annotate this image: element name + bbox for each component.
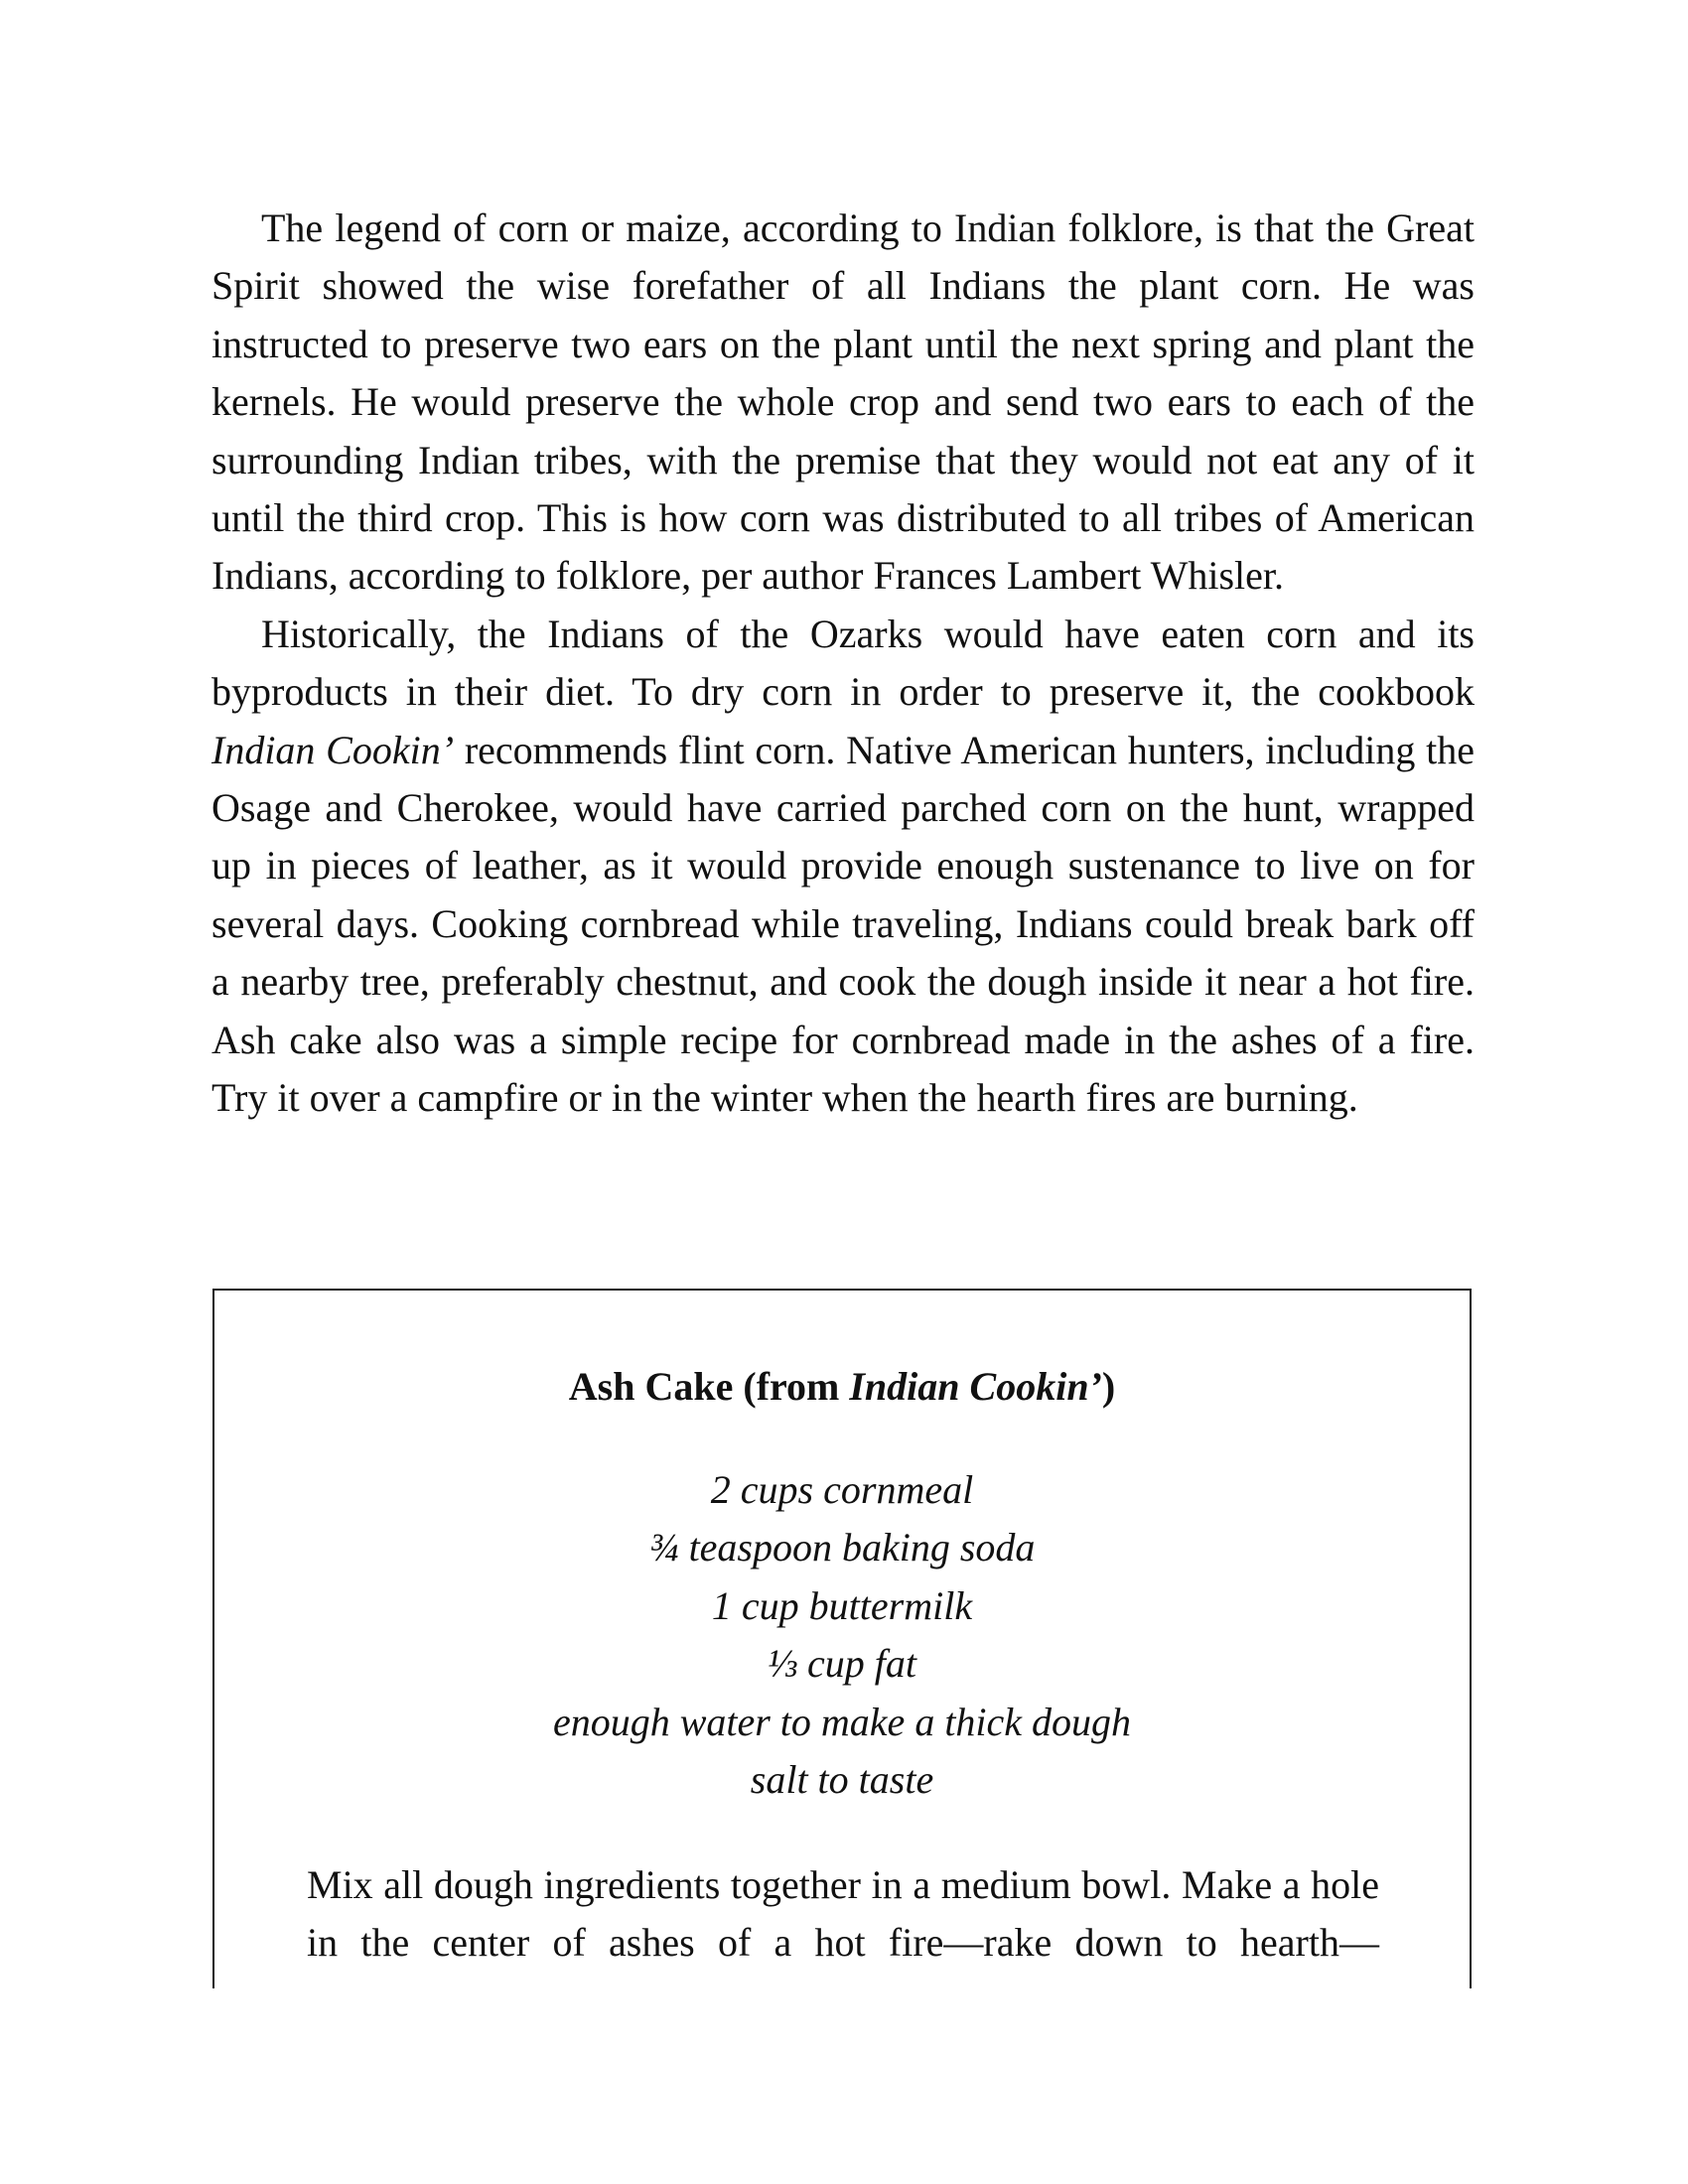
recipe-box bbox=[212, 1289, 1472, 1988]
body-text bbox=[211, 200, 1475, 1128]
book-title: Indian Cookin’ bbox=[211, 727, 455, 772]
paragraph-text: Historically, the Indians of the Ozarks would have eaten corn and its byproducts in their diet. To dry corn in order to preserve it, the cookbook bbox=[211, 611, 1475, 715]
ingredient-item: enough water to make a thick dough bbox=[552, 1699, 1132, 1744]
ingredient-item: 2 cups cornmeal bbox=[710, 1467, 974, 1512]
ingredient-item: ¾ teaspoon baking soda bbox=[648, 1525, 1036, 1570]
ingredient-item: salt to taste bbox=[750, 1757, 934, 1803]
recipe-title: Ash Cake (from Indian Cookin’) bbox=[568, 1364, 1116, 1409]
ingredient-item: 1 cup buttermilk bbox=[711, 1582, 973, 1628]
recipe-book-title: Indian Cookin’ bbox=[849, 1364, 1102, 1409]
paragraph-text: recommends flint corn. Native American hunters, including the Osage and Cherokee, would have carried parched corn on the hunt, wrapped up in pieces of leather, as it would provide enough sustenance to live on for several days. Cooking cornbread while traveling, Indians could break bark off a nearby tree, preferably chestnut, and cook the dough inside it near a hot fire. Ash cake also was a simple recipe for cornbread made in the ashes of a fire. Try it over a campfire or in the winter when the hearth fires are burning. bbox=[211, 727, 1475, 1121]
paragraph-corn-legend: The legend of corn or maize, according to Indian folklore, is that the Great Spirit showed the wise forefather of all Indians the plant corn. He was instructed to preserve two ears on the plant until the next spring and plant the kernels. He would preserve the whole crop and send two ears to each of the surrounding Indian tribes, with the premise that they would not eat any of it until the third crop. This is how corn was distributed to all tribes of American Indians, according to folklore, per author Frances Lambert Whisler. bbox=[211, 205, 1475, 599]
recipe-instructions: Mix all dough ingredients together in a medium bowl. Make a hole in the center of ashes of a hot fire—rake down to hearth— bbox=[307, 1862, 1379, 1966]
ingredient-item: ⅓ cup fat bbox=[768, 1641, 916, 1687]
ingredient-list bbox=[214, 1461, 1470, 1809]
paragraph-ozarks-history bbox=[211, 606, 1475, 1128]
